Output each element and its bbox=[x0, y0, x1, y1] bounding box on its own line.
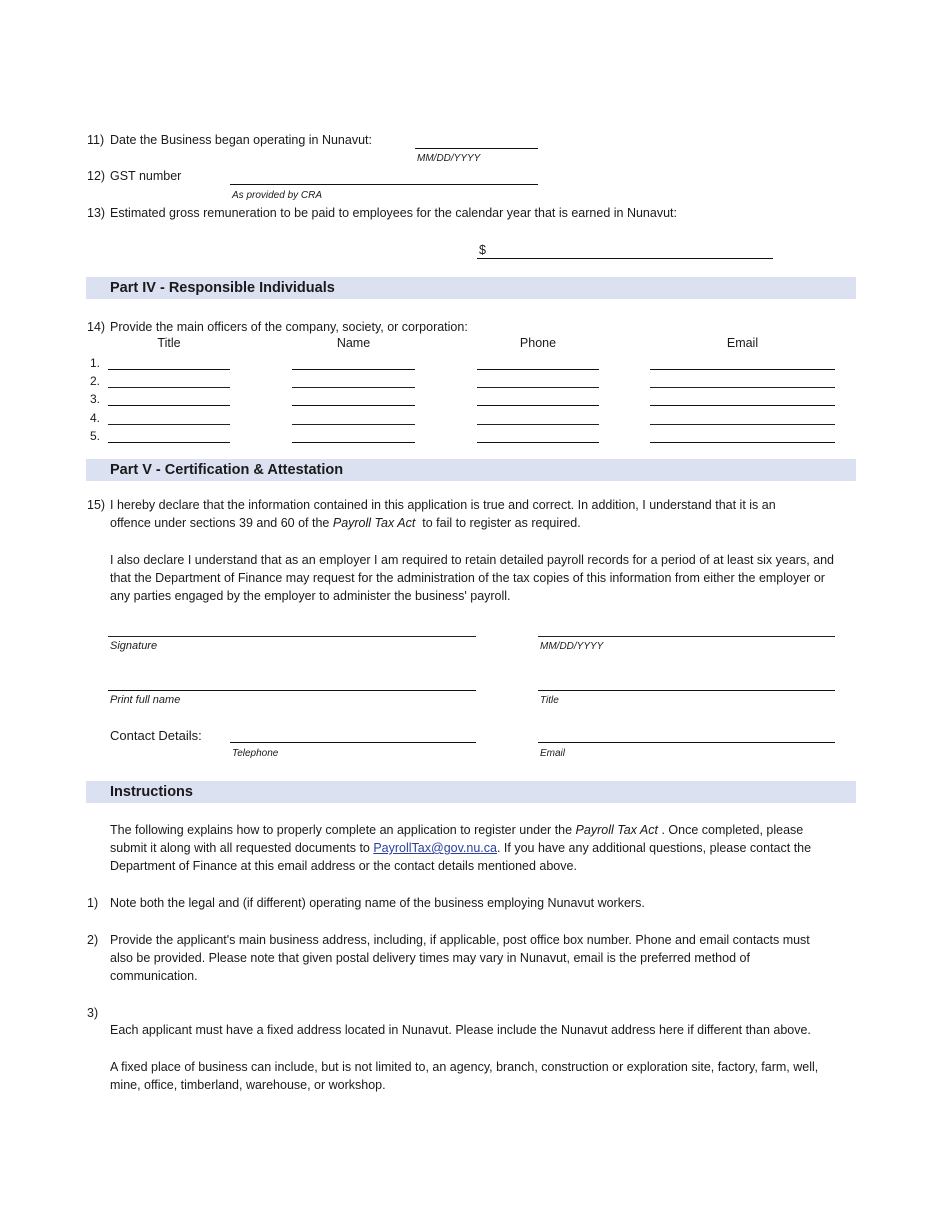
officer-name-field[interactable] bbox=[292, 424, 415, 425]
signature-date-field[interactable] bbox=[538, 636, 835, 637]
q14-number: 14) bbox=[87, 320, 106, 334]
instructions-header bbox=[86, 781, 856, 803]
q11-date-field[interactable] bbox=[415, 148, 538, 149]
signature-date-caption: MM/DD/YYYY bbox=[540, 641, 604, 652]
officer-row-number: 4. bbox=[90, 411, 101, 425]
print-name-field[interactable] bbox=[108, 690, 476, 691]
telephone-caption: Telephone bbox=[232, 748, 279, 759]
q12-gst-field[interactable] bbox=[230, 184, 538, 185]
q11-label: Date the Business began operating in Nunavut: bbox=[110, 133, 372, 147]
q11-date-caption: MM/DD/YYYY bbox=[417, 153, 481, 164]
instructions-title: Instructions bbox=[110, 784, 193, 800]
q13-number: 13) bbox=[87, 206, 106, 220]
part-v-header bbox=[86, 459, 856, 481]
officer-name-field[interactable] bbox=[292, 442, 415, 443]
q13-label: Estimated gross remuneration to be paid to employees for the calendar year that is earned in Nunavut: bbox=[110, 206, 677, 220]
intro-text-pre: The following explains how to properly complete an application to register under the bbox=[110, 823, 576, 837]
instruction-2-number: 2) bbox=[87, 933, 99, 947]
officer-row-number: 1. bbox=[90, 356, 101, 370]
officer-phone-field[interactable] bbox=[477, 369, 599, 370]
payroll-tax-email-link[interactable]: PayrollTax@gov.nu.ca bbox=[373, 841, 497, 855]
intro-text-mid: . Once completed, please submit it along with all requested documents to bbox=[110, 823, 804, 855]
officer-title-field[interactable] bbox=[108, 424, 230, 425]
officer-row-number: 3. bbox=[90, 392, 101, 406]
officers-col-title: Title bbox=[157, 336, 181, 350]
officer-phone-field[interactable] bbox=[477, 442, 599, 443]
contact-email-caption: Email bbox=[540, 748, 566, 759]
officer-name-field[interactable] bbox=[292, 369, 415, 370]
q12-label: GST number bbox=[110, 169, 182, 183]
q15-act-name: Payroll Tax Act bbox=[332, 516, 416, 530]
instruction-3-text-b: A fixed place of business can include, but is not limited to, an agency, branch, construction or exploration site, factory, farm, well, mine, office, timberland, warehouse, or workshop. bbox=[110, 1060, 819, 1092]
instruction-2-text: Provide the applicant's main business address, including, if applicable, post office box number. Phone and email contacts must also be provided. Please note that given postal delivery times may vary in Nunavut, email is the preferred method of communication. bbox=[110, 933, 810, 983]
officer-name-field[interactable] bbox=[292, 405, 415, 406]
officer-name-field[interactable] bbox=[292, 387, 415, 388]
contact-email-field[interactable] bbox=[538, 742, 835, 743]
officer-email-field[interactable] bbox=[650, 424, 835, 425]
q15-text-pre: offence under sections 39 and 60 of the bbox=[110, 516, 333, 530]
instruction-1-number: 1) bbox=[87, 896, 99, 910]
q14-label: Provide the main officers of the company, society, or corporation: bbox=[110, 320, 468, 334]
signature-field[interactable] bbox=[108, 636, 476, 637]
officer-title-field[interactable] bbox=[108, 442, 230, 443]
q13-amount-field[interactable] bbox=[477, 258, 773, 259]
officer-phone-field[interactable] bbox=[477, 405, 599, 406]
officer-title-field[interactable] bbox=[108, 369, 230, 370]
part-iv-title: Part IV - Responsible Individuals bbox=[110, 280, 335, 296]
q15-number: 15) bbox=[87, 498, 106, 512]
intro-act-name: Payroll Tax Act bbox=[575, 823, 658, 837]
signature-caption: Signature bbox=[110, 640, 158, 652]
contact-details-label: Contact Details: bbox=[110, 728, 202, 743]
officer-row-number: 2. bbox=[90, 374, 101, 388]
officer-email-field[interactable] bbox=[650, 442, 835, 443]
telephone-field[interactable] bbox=[230, 742, 476, 743]
q15-declaration-line1: I hereby declare that the information contained in this application is true and correct. In addition, I understand that it is an bbox=[110, 498, 776, 512]
officer-title-field[interactable] bbox=[108, 405, 230, 406]
q15-text-post: to fail to register as required. bbox=[415, 516, 581, 530]
q11-number: 11) bbox=[87, 133, 105, 147]
instruction-3-text-a: Each applicant must have a fixed address located in Nunavut. Please include the Nunavut address here if different than above. bbox=[110, 1023, 811, 1037]
q15-declaration-line2 bbox=[110, 514, 581, 532]
instructions-intro bbox=[110, 821, 835, 875]
q13-currency-symbol: $ bbox=[479, 243, 486, 257]
q12-number: 12) bbox=[87, 169, 106, 183]
print-name-caption: Print full name bbox=[110, 694, 181, 706]
signer-title-caption: Title bbox=[540, 695, 559, 706]
officer-email-field[interactable] bbox=[650, 369, 835, 370]
officers-col-phone: Phone bbox=[519, 336, 557, 350]
officer-email-field[interactable] bbox=[650, 405, 835, 406]
officer-email-field[interactable] bbox=[650, 387, 835, 388]
q15-records-declaration: I also declare I understand that as an employer I am required to retain detailed payroll records for a period of at least six years, and that the Department of Finance may request for the administration of the tax copies of this information from either the employer or any parties engaged by the employer to administer the business' payroll. bbox=[110, 553, 835, 603]
officer-title-field[interactable] bbox=[108, 387, 230, 388]
part-v-title: Part V - Certification & Attestation bbox=[110, 462, 344, 478]
officers-col-name: Name bbox=[336, 336, 371, 350]
officers-col-email: Email bbox=[726, 336, 759, 350]
instruction-3-number: 3) bbox=[87, 1006, 99, 1020]
instruction-1-text: Note both the legal and (if different) operating name of the business employing Nunavut workers. bbox=[110, 896, 645, 910]
part-iv-header bbox=[86, 277, 856, 299]
officer-phone-field[interactable] bbox=[477, 424, 599, 425]
intro-text-post: . If you have any additional questions, please contact the Department of Finance at this email address or the contact details mentioned above. bbox=[110, 841, 812, 873]
officer-phone-field[interactable] bbox=[477, 387, 599, 388]
officer-row-number: 5. bbox=[90, 429, 101, 443]
q12-gst-caption: As provided by CRA bbox=[232, 190, 323, 201]
signer-title-field[interactable] bbox=[538, 690, 835, 691]
